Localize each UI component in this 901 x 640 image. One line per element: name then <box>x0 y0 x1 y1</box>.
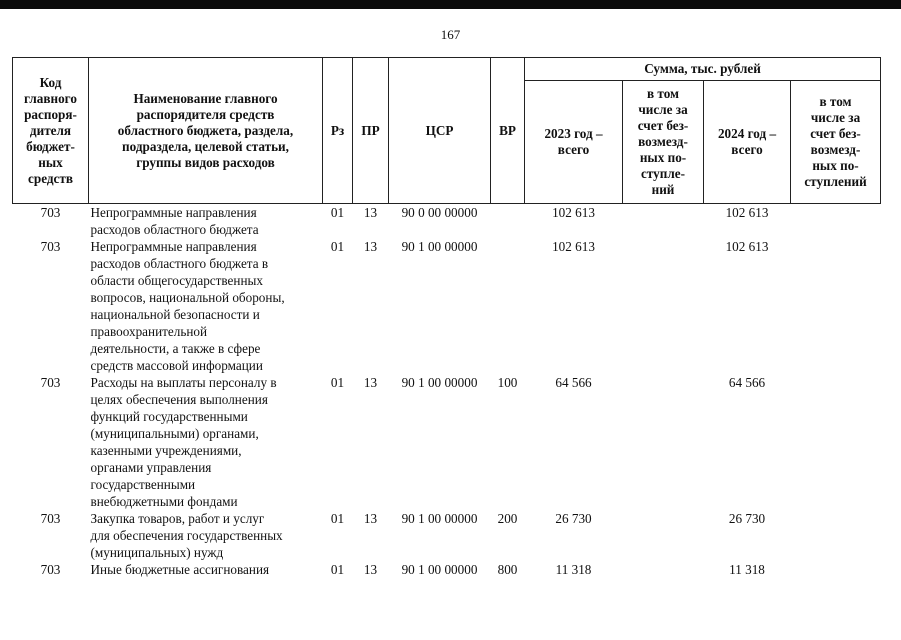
cell-name <box>89 238 323 374</box>
cell-total-2024: 102 613 <box>725 239 769 254</box>
cell-vr: 800 <box>497 562 518 577</box>
cell-grants-2023 <box>623 374 704 510</box>
header-pr: ПР <box>353 58 389 204</box>
header-grants-2023-line: числе за <box>638 102 688 117</box>
cell-rz: 01 <box>330 511 345 526</box>
header-total-2024 <box>704 81 791 204</box>
header-total-2024-line: 2024 год – <box>717 126 777 141</box>
cell-name-line: органами управления <box>90 460 212 475</box>
cell-total-2024: 64 566 <box>728 375 766 390</box>
header-rz: Рз <box>323 58 353 204</box>
header-name <box>89 58 323 204</box>
cell-total-2023: 26 730 <box>555 511 592 526</box>
cell-name-line: Непрограммные направления <box>90 239 257 254</box>
header-grants-2023-line: счет без- <box>637 118 689 133</box>
cell-pr: 13 <box>363 375 378 390</box>
cell-pr: 13 <box>363 511 378 526</box>
cell-csr: 90 0 00 00000 <box>401 205 478 220</box>
cell-total-2023: 64 566 <box>555 375 592 390</box>
cell-name-line: расходов областного бюджета <box>90 222 259 237</box>
header-grants-2023-line: ных по- <box>639 150 687 165</box>
table-row <box>13 204 881 239</box>
cell-name-line: для обеспечения государственных <box>90 528 283 543</box>
cell-grants-2024 <box>791 204 881 239</box>
cell-grants-2024 <box>791 561 881 578</box>
cell-code: 703 <box>40 375 61 390</box>
header-grants-2024-line: в том <box>819 94 852 109</box>
cell-pr: 13 <box>363 205 378 220</box>
cell-name-line: (муниципальными) органами, <box>90 426 259 441</box>
header-code-line: бюджет- <box>26 138 75 154</box>
table-row <box>13 561 881 578</box>
cell-vr: 200 <box>497 511 518 526</box>
header-total-2023-line: 2023 год – <box>544 126 603 141</box>
table-row <box>13 238 881 374</box>
header-code-line: распоря- <box>24 106 77 122</box>
header-grants-2024-line: возмезд- <box>810 142 861 157</box>
table-row <box>13 510 881 561</box>
header-name-line: Наименование главного <box>133 90 278 106</box>
header-grants-2024-line: ных по- <box>812 158 859 173</box>
header-grants-2024-line: числе за <box>810 110 861 125</box>
cell-rz: 01 <box>330 562 345 577</box>
cell-name-line: Непрограммные направления <box>90 205 257 220</box>
cell-name-line: Расходы на выплаты персоналу в <box>90 375 277 390</box>
cell-csr: 90 1 00 00000 <box>401 375 478 390</box>
header-code-line: главного <box>24 90 77 106</box>
table-body <box>13 204 881 579</box>
header-grants-2023-line: ний <box>651 182 675 197</box>
cell-name-line: (муниципальных) нужд <box>90 545 224 560</box>
header-total-2023-line: всего <box>557 142 590 157</box>
header-grants-2024-line: счет без- <box>810 126 861 141</box>
cell-name <box>89 374 323 510</box>
header-sum-group: Сумма, тыс. рублей <box>525 58 881 81</box>
cell-name-line: правоохранительной <box>90 324 208 339</box>
header-code-line: Код <box>39 74 62 90</box>
cell-name-line: целях обеспечения выполнения <box>90 392 268 407</box>
cell-pr: 13 <box>363 562 378 577</box>
header-code-line: ных <box>38 154 63 170</box>
cell-code: 703 <box>40 511 61 526</box>
cell-code: 703 <box>40 239 61 254</box>
cell-name-line: государственными <box>90 477 196 492</box>
cell-name-line: национальной безопасности и <box>90 307 260 322</box>
cell-grants-2024 <box>791 510 881 561</box>
scan-top-edge <box>0 0 901 9</box>
cell-code: 703 <box>40 562 61 577</box>
cell-name <box>89 561 323 578</box>
cell-name-line: функций государственными <box>90 409 248 424</box>
header-grants-2024-line: ступлений <box>804 174 867 189</box>
cell-vr <box>491 204 525 239</box>
cell-name <box>89 204 323 239</box>
header-name-line: распорядителя средств <box>136 106 275 122</box>
cell-csr: 90 1 00 00000 <box>401 239 478 254</box>
page-number: 167 <box>440 27 461 42</box>
cell-total-2023: 11 318 <box>555 562 592 577</box>
cell-name-line: средств массовой информации <box>90 358 263 373</box>
header-csr: ЦСР <box>389 58 491 204</box>
cell-name <box>89 510 323 561</box>
cell-grants-2023 <box>623 561 704 578</box>
table-header <box>13 58 881 204</box>
header-grants-2023 <box>623 81 704 204</box>
cell-name-line: расходов областного бюджета в <box>90 256 269 271</box>
cell-csr: 90 1 00 00000 <box>401 511 478 526</box>
header-code-line: дителя <box>29 122 72 138</box>
header-grants-2023-line: в том <box>646 86 680 101</box>
cell-name-line: области общегосударственных <box>90 273 263 288</box>
cell-grants-2024 <box>791 374 881 510</box>
cell-name-line: внебюджетными фондами <box>90 494 238 509</box>
cell-total-2024: 11 318 <box>729 562 765 577</box>
cell-csr: 90 1 00 00000 <box>401 562 478 577</box>
cell-pr: 13 <box>363 239 378 254</box>
cell-name-line: вопросов, национальной обороны, <box>90 290 285 305</box>
cell-total-2024: 26 730 <box>728 511 766 526</box>
cell-grants-2023 <box>623 510 704 561</box>
cell-rz: 01 <box>330 239 345 254</box>
header-name-line: областного бюджета, раздела, <box>117 122 294 138</box>
header-total-2024-line: всего <box>731 142 763 157</box>
header-code-line: средств <box>28 170 73 186</box>
cell-rz: 01 <box>330 205 345 220</box>
cell-name-line: казенными учреждениями, <box>90 443 242 458</box>
cell-grants-2023 <box>623 204 704 239</box>
cell-rz: 01 <box>330 375 345 390</box>
cell-grants-2024 <box>791 238 881 374</box>
cell-total-2023: 102 613 <box>552 239 595 254</box>
header-total-2023 <box>525 81 623 204</box>
header-code <box>13 58 89 204</box>
budget-table <box>12 57 881 578</box>
cell-total-2024: 102 613 <box>725 205 769 220</box>
cell-grants-2023 <box>623 238 704 374</box>
header-grants-2023-line: ступле- <box>641 166 685 181</box>
cell-vr: 100 <box>497 375 518 390</box>
header-grants-2023-line: возмезд- <box>638 134 688 149</box>
cell-name-line: Закупка товаров, работ и услуг <box>90 511 265 526</box>
cell-total-2023: 102 613 <box>552 205 595 220</box>
cell-code: 703 <box>40 205 61 220</box>
cell-name-line: деятельности, а также в сфере <box>90 341 261 356</box>
header-name-line: группы видов расходов <box>136 154 275 170</box>
cell-name-line: Иные бюджетные ассигнования <box>90 562 270 577</box>
header-vr: ВР <box>491 58 525 204</box>
table-row <box>13 374 881 510</box>
header-grants-2024 <box>791 81 881 204</box>
header-name-line: подраздела, целевой статьи, <box>122 138 289 154</box>
cell-vr <box>491 238 525 374</box>
